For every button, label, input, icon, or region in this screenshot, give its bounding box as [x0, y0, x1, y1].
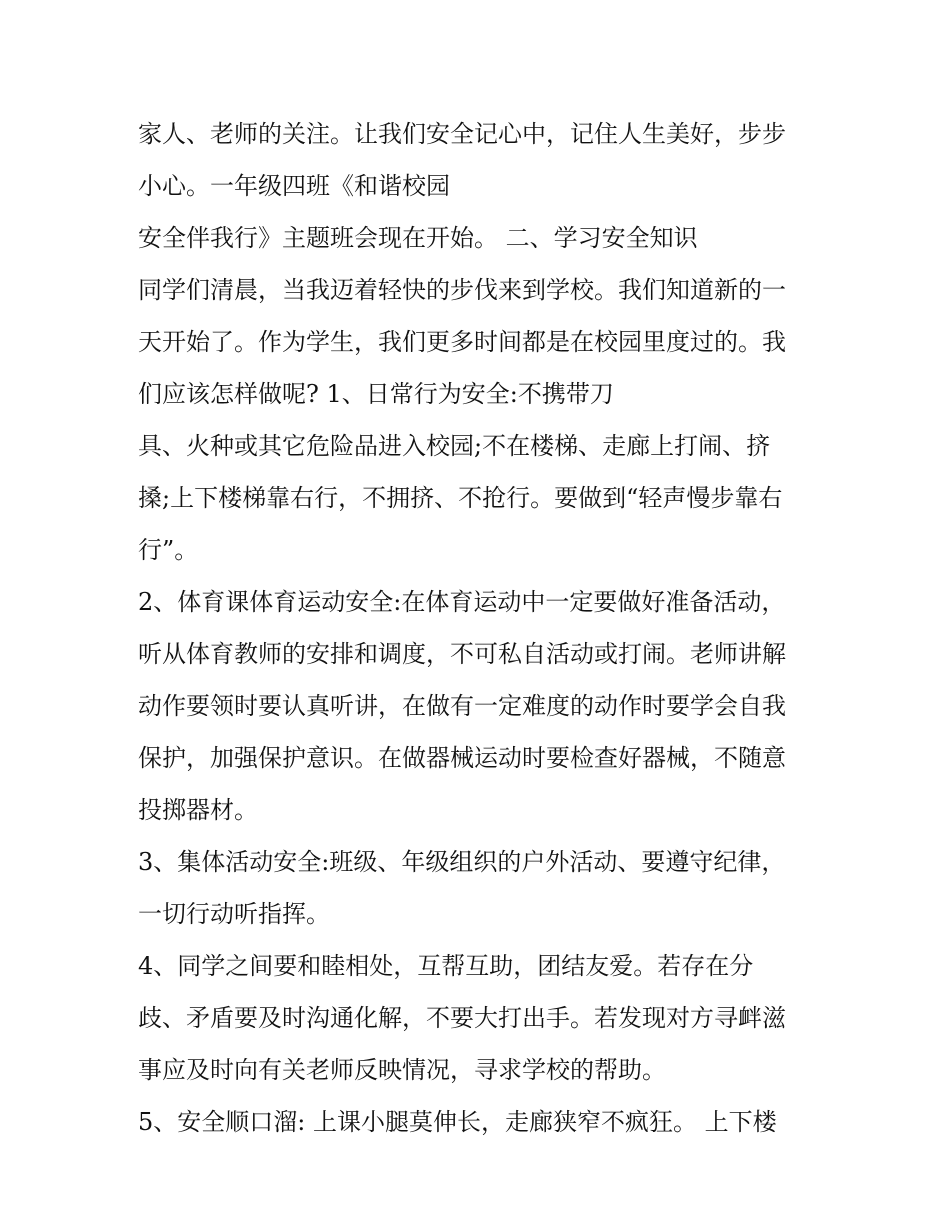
text-line: 投掷器材。: [138, 796, 258, 824]
text-line: 一切行动听指挥。: [138, 900, 330, 928]
text-line: 5、安全顺口溜: 上课小腿莫伸长，走廊狭窄不疯狂。 上下楼: [138, 1108, 777, 1136]
text-line: 行”。: [138, 536, 199, 564]
text-line: 们应该怎样做呢? 1、日常行为安全:不携带刀: [138, 380, 614, 408]
text-line: 4、同学之间要和睦相处，互帮互助，团结友爱。若存在分: [138, 952, 754, 980]
text-line: 同学们清晨，当我迈着轻快的步伐来到学校。我们知道新的一: [138, 276, 786, 304]
text-line: 保护，加强保护意识。在做器械运动时要检查好器械，不随意: [138, 744, 786, 772]
text-line: 天开始了。作为学生，我们更多时间都是在校园里度过的。我: [138, 328, 786, 356]
text-line: 3、集体活动安全:班级、年级组织的户外活动、要遵守纪律，: [138, 848, 786, 876]
text-line: 2、体育课体育运动安全:在体育运动中一定要做好准备活动，: [138, 588, 786, 616]
text-line: 动作要领时要认真听讲，在做有一定难度的动作时要学会自我: [138, 692, 786, 720]
text-line: 具、火种或其它危险品进入校园;不在楼梯、走廊上打闹、挤: [138, 432, 771, 460]
text-line: 听从体育教师的安排和调度，不可私自活动或打闹。老师讲解: [138, 640, 786, 668]
text-line: 搡;上下楼梯靠右行，不拥挤、不抢行。要做到“轻声慢步靠右: [138, 484, 783, 512]
text-line: 家人、老师的关注。让我们安全记心中，记住人生美好，步步: [138, 120, 786, 148]
document-body: [138, 108, 838, 1148]
text-line: 安全伴我行》主题班会现在开始。 二、学习安全知识: [138, 224, 698, 252]
text-line: 小心。一年级四班《和谐校园: [138, 172, 450, 200]
text-line: 歧、矛盾要及时沟通化解，不要大打出手。若发现对方寻衅滋: [138, 1004, 786, 1032]
text-line: 事应及时向有关老师反映情况，寻求学校的帮助。: [138, 1056, 666, 1084]
